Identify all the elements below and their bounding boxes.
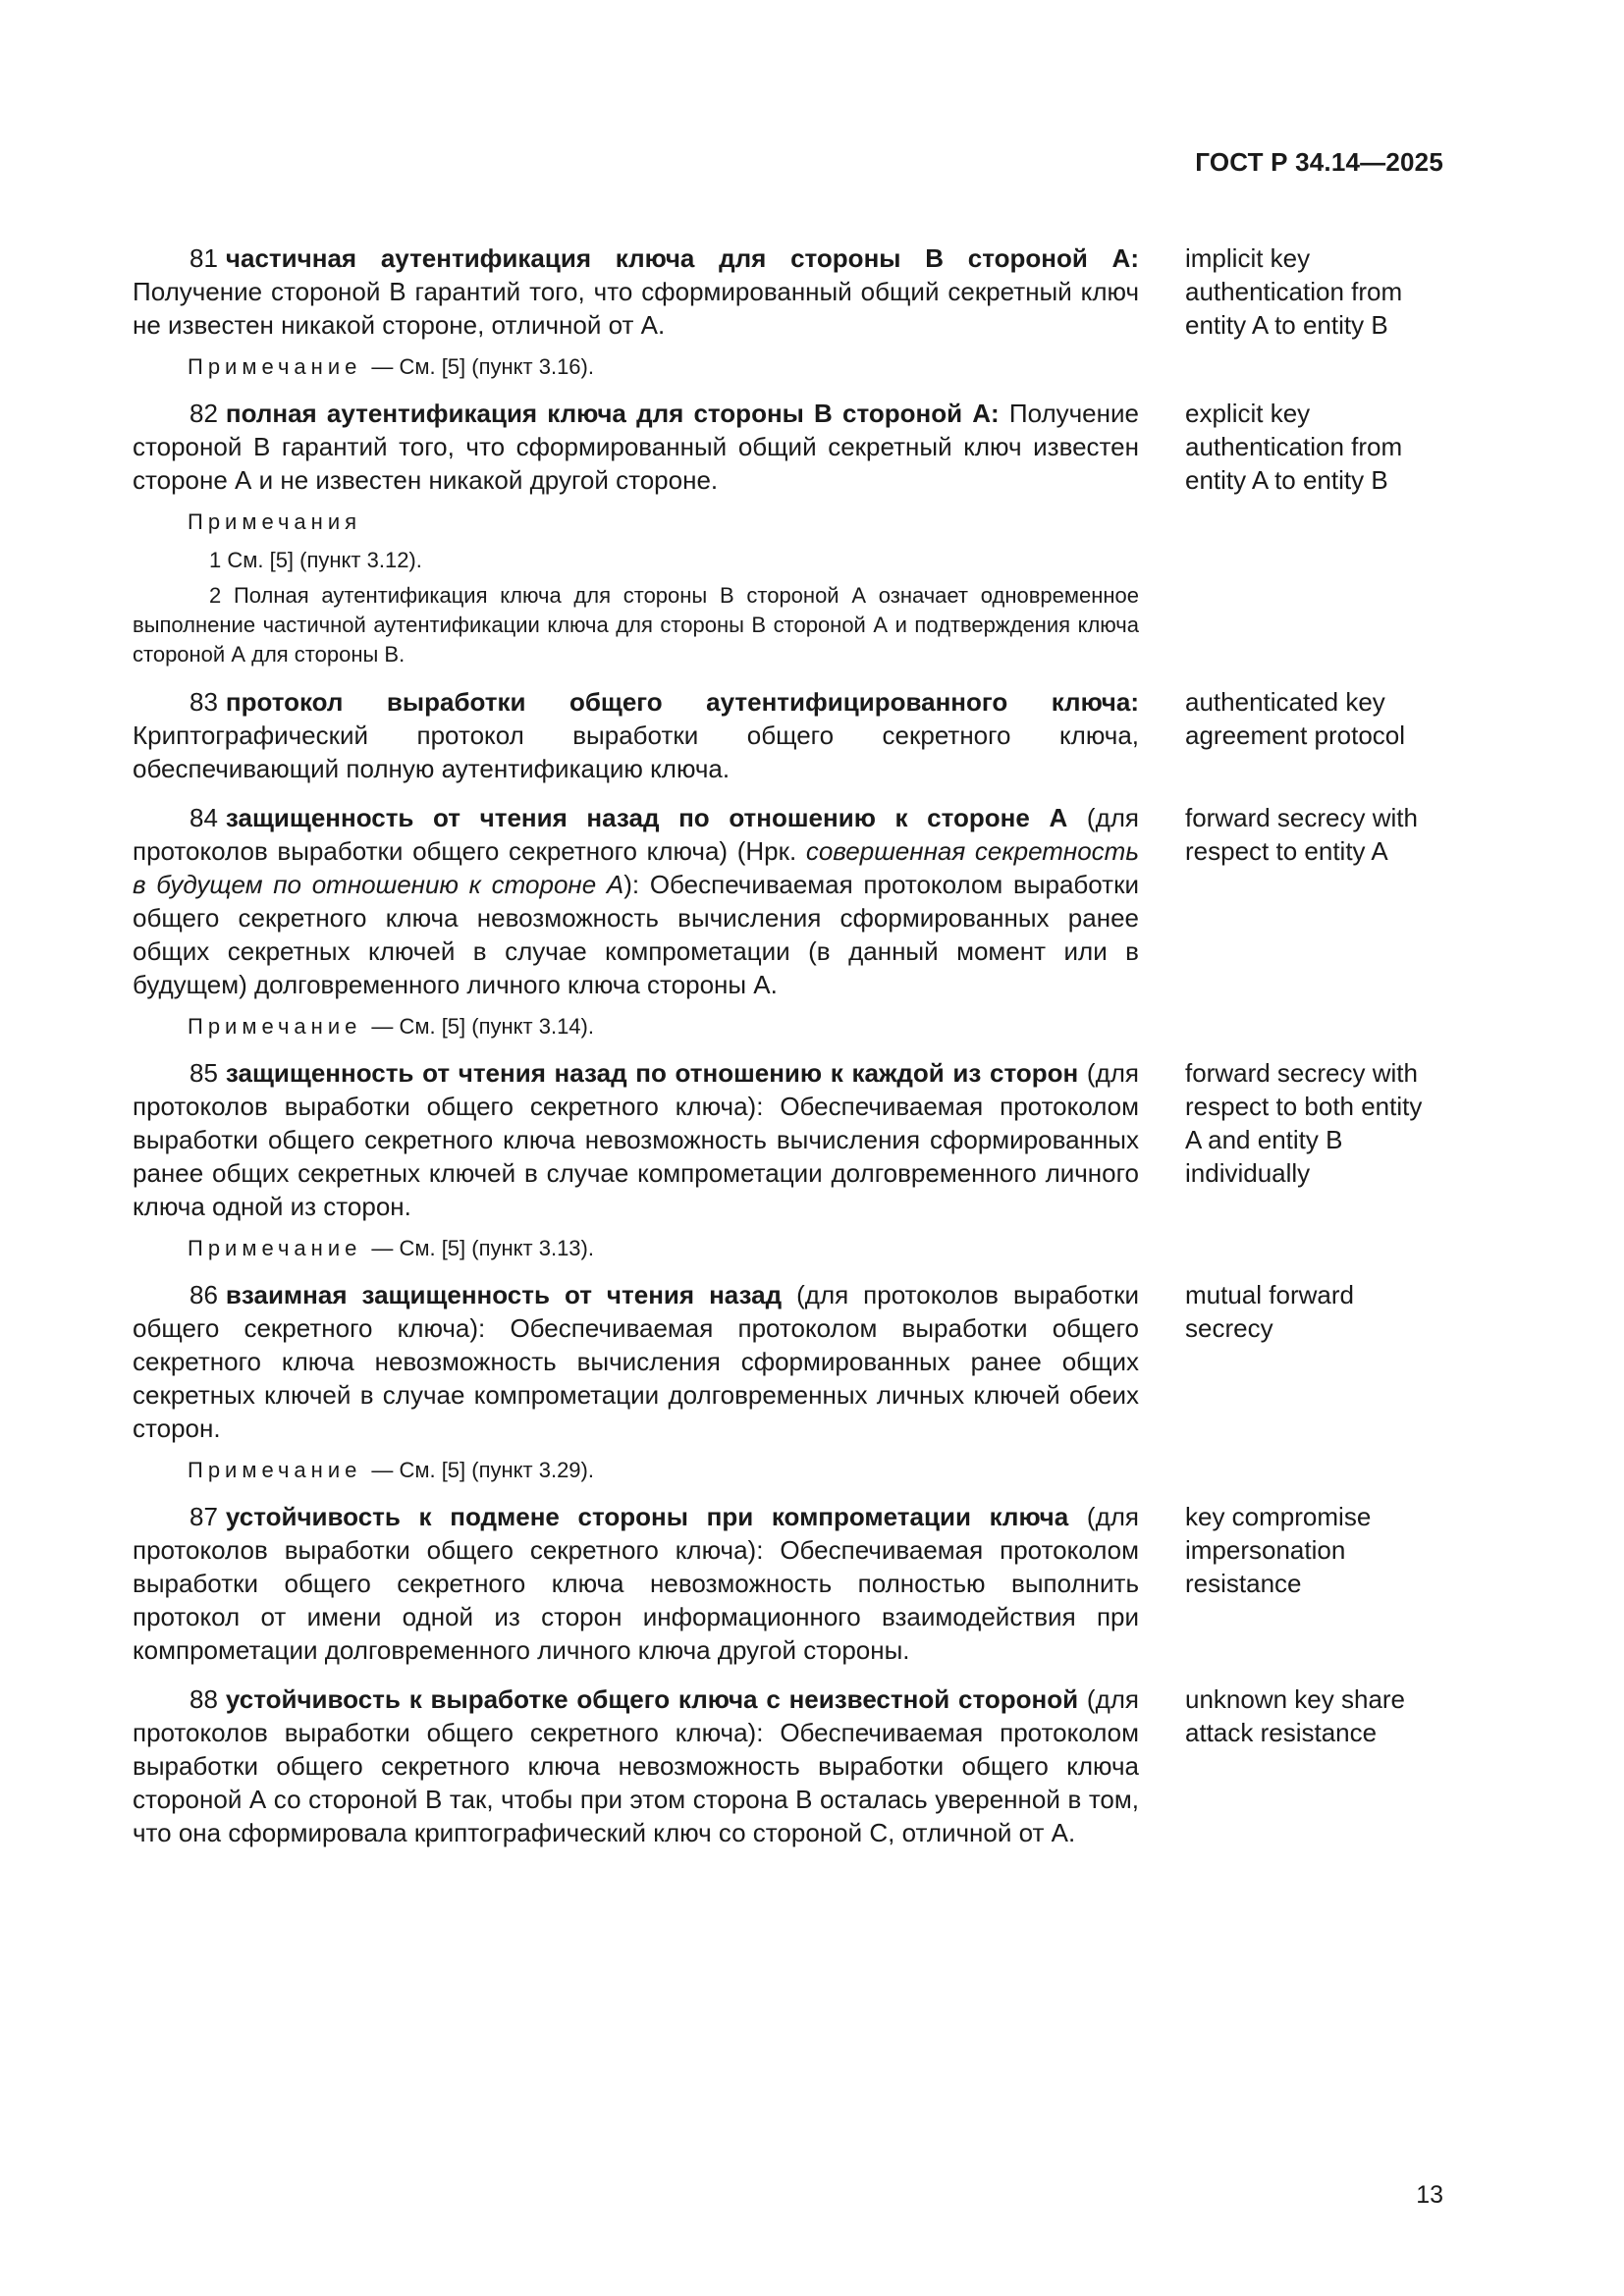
term-name: протокол выработки общего аутентифицированного ключа:	[225, 687, 1139, 717]
term-definition: Получение стороной В гарантий того, что сформированный общий секретный ключ не известен никакой стороне, отличной от А.	[133, 277, 1139, 340]
term-name: устойчивость к подмене стороны при компрометации ключа	[225, 1502, 1069, 1531]
term-definition: (для протоколов выработки общего секретного ключа): Обеспечиваемая протоколом выработки общего секретного ключа невозможность выработки общего ключа стороной А со стороной В так, чтобы при этом сторона В осталась уверенной в том, что она сформировала криптографический ключ со стороной С, отличной от А.	[133, 1684, 1139, 1847]
term-number: 86	[189, 1280, 218, 1309]
term-number: 83	[189, 687, 218, 717]
term-en: implicit key authentication from entity A to entity B	[1185, 243, 1403, 340]
term-number: 84	[189, 803, 218, 832]
term-87	[133, 1500, 1443, 1667]
note-label: Примечания	[188, 509, 362, 534]
note-text: — См. [5] (пункт 3.13).	[371, 1236, 594, 1260]
term-qualifier: (для протоколов выработки общего секретного ключа) (Нрк.	[133, 803, 1139, 866]
term-en: key compromise impersonation resistance	[1185, 1502, 1372, 1598]
note-text: — См. [5] (пункт 3.29).	[371, 1458, 594, 1482]
term-ru-text	[133, 801, 1139, 1001]
term-definition: Криптографический протокол выработки общего секретного ключа, обеспечивающий полную аутентификацию ключа.	[133, 721, 1139, 783]
term-ru-text	[133, 1056, 1139, 1223]
term-number: 85	[189, 1058, 218, 1088]
term-en: forward secrecy with respect to entity A	[1185, 803, 1418, 866]
term-ru-text	[133, 397, 1139, 497]
note-label: Примечание	[188, 1236, 362, 1260]
term-number: 87	[189, 1502, 218, 1531]
note-item-2: 2 Полная аутентификация ключа для стороны В стороной А означает одновременное выполнение частичной аутентификации ключа для стороны В стороной А и подтверждения ключа стороной А для стороны В.	[133, 583, 1139, 667]
term-note	[133, 353, 1139, 381]
terms-list	[133, 241, 1443, 1849]
term-name: защищенность от чтения назад по отношению к стороне А	[225, 803, 1068, 832]
term-name: частичная аутентификация ключа для стороны В стороной А:	[225, 243, 1139, 273]
note-text: — См. [5] (пункт 3.14).	[371, 1014, 594, 1039]
term-en: explicit key authentication from entity A to entity B	[1185, 399, 1403, 495]
term-ru-text	[133, 1682, 1139, 1849]
term-number: 81	[189, 243, 218, 273]
term-note	[133, 1013, 1139, 1041]
term-ru-text	[133, 241, 1139, 342]
term-note	[133, 1457, 1139, 1484]
term-84	[133, 801, 1443, 1001]
term-85	[133, 1056, 1443, 1223]
term-name: устойчивость к выработке общего ключа с неизвестной стороной	[225, 1684, 1079, 1714]
term-definition: (для протоколов выработки общего секретного ключа): Обеспечиваемая протоколом выработки общего секретного ключа невозможность вычисления сформированных ранее общих секретных ключей в случае компрометации долговременного личного ключа одной из сторон.	[133, 1058, 1139, 1221]
note-label: Примечание	[188, 1458, 362, 1482]
notes-label	[133, 508, 1139, 536]
term-definition: Получение стороной В гарантий того, что сформированный общий секретный ключ известен стороне А и не известен никакой другой стороне.	[133, 399, 1139, 495]
term-number: 88	[189, 1684, 218, 1714]
note-label: Примечание	[188, 1014, 362, 1039]
term-en: forward secrecy with respect to both entity A and entity B individually	[1185, 1058, 1423, 1188]
term-name: полная аутентификация ключа для стороны В стороной А:	[225, 399, 1000, 428]
term-en: unknown key share attack resistance	[1185, 1684, 1406, 1747]
term-82	[133, 397, 1443, 497]
term-note	[133, 1235, 1139, 1262]
note-item-1: 1 См. [5] (пункт 3.12).	[209, 548, 422, 572]
note-text: — См. [5] (пункт 3.16).	[371, 354, 594, 379]
term-definition: (для протоколов выработки общего секретного ключа): Обеспечиваемая протоколом выработки общего секретного ключа невозможность полностью выполнить протокол от имени одной из сторон информационного взаимодействия при компрометации долговременного личного ключа другой стороны.	[133, 1502, 1139, 1665]
term-name: взаимная защищенность от чтения назад	[225, 1280, 783, 1309]
term-en: authenticated key agreement protocol	[1185, 687, 1406, 750]
term-name: защищенность от чтения назад по отношению к каждой из сторон	[225, 1058, 1079, 1088]
note-label: Примечание	[188, 354, 362, 379]
term-en: mutual forward secrecy	[1185, 1280, 1354, 1343]
document-code-header: ГОСТ Р 34.14—2025	[1195, 147, 1443, 177]
page-number: 13	[1416, 2181, 1443, 2209]
deprecated-term: совершенная секретность в будущем по отношению к стороне А	[133, 836, 1139, 899]
term-definition: ): Обеспечиваемая протоколом выработки общего секретного ключа невозможность вычисления сформированных ранее общих секретных ключей в случае компрометации (в данный момент или в будущем) долговременного личного ключа стороны А.	[133, 870, 1139, 999]
term-ru-text	[133, 685, 1139, 785]
term-88	[133, 1682, 1443, 1849]
term-83	[133, 685, 1443, 785]
term-ru-text	[133, 1500, 1139, 1667]
term-ru-text	[133, 1278, 1139, 1445]
term-81	[133, 241, 1443, 342]
term-86	[133, 1278, 1443, 1445]
term-definition: (для протоколов выработки общего секретного ключа): Обеспечиваемая протоколом выработки общего секретного ключа невозможность вычисления сформированных ранее общих секретных ключей в случае компрометации долговременных личных ключей обеих сторон.	[133, 1280, 1139, 1443]
term-number: 82	[189, 399, 218, 428]
